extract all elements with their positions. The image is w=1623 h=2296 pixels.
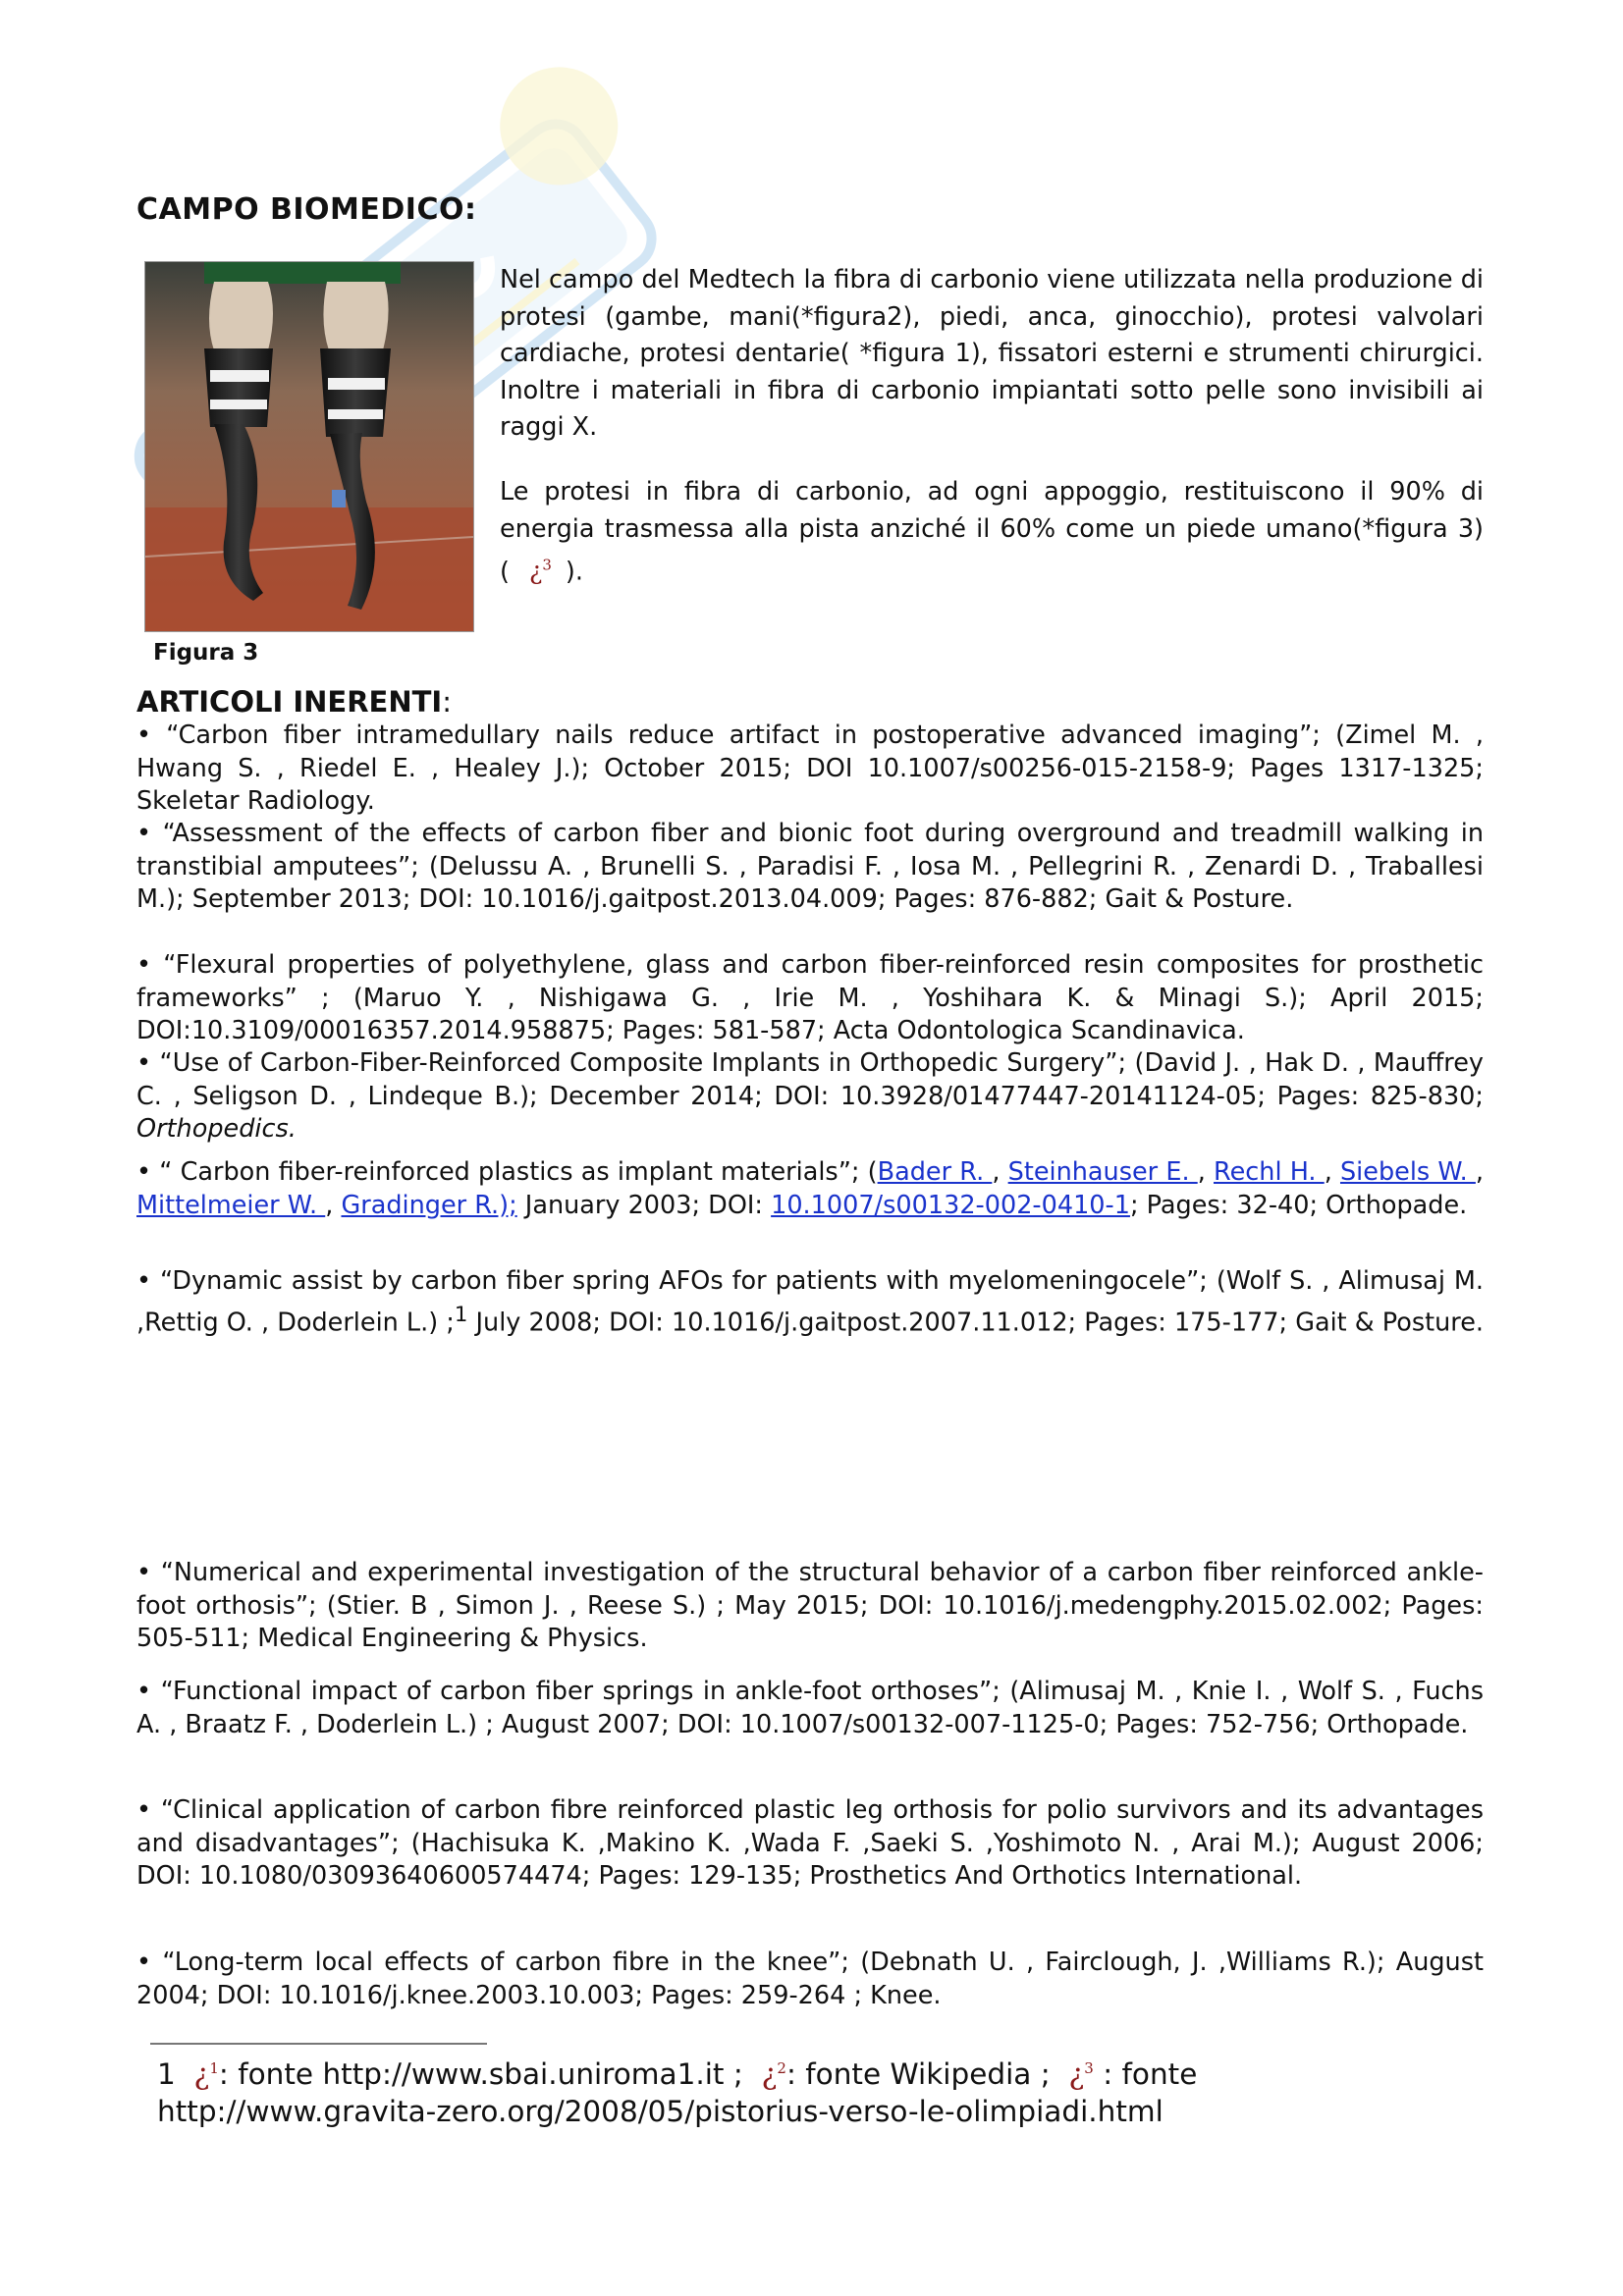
intro-paragraph-energy (500, 474, 1484, 591)
reference-item: • “Clinical application of carbon fibre reinforced plastic leg orthosis for polio survivors and its advantages and disadvantages”; (Hachisuka K. ,Makino K. ,Wada F. ,Saeki S. ,Yoshimoto N. , Arai M.); August 2006; DOI: 10.1080/03093640600574474; Pages: 129-135; Prosthetics And Orthotics International. (136, 1795, 1484, 1891)
footnote-ref: 1 (454, 1302, 468, 1327)
author-link[interactable]: Steinhauser E. (1007, 1157, 1198, 1187)
reference-item: • “Long-term local effects of carbon fibre in the knee”; (Debnath U. , Fairclough, J. ,Williams R.); August 2004; DOI: 10.1016/j.knee.2003.10.003; Pages: 259-264 ; Knee. (136, 1948, 1484, 2010)
reference-item: • “Carbon fiber intramedullary nails reduce artifact in postoperative advanced imaging”; (Zimel M. , Hwang S. , Riedel E. , Healey J.); October 2015; DOI 10.1007/s00256-015-2158-9; Pages 1317-1325; Skeletar Radiology. (136, 721, 1484, 816)
intro-text-end: ). (565, 557, 583, 587)
citation-placeholder: ¿$^1$ (193, 2056, 219, 2091)
reference-item: • “Use of Carbon-Fiber-Reinforced Composite Implants in Orthopedic Surgery”; (David J. , Hak D. , Mauffrey C. , Seligson D. , Lindeque B.); December 2014; DOI: 10.3928/01477447-20141124-05; Pages: 825-830; Orthopedics. (136, 1048, 1484, 1144)
reference-item: • “ Carbon fiber-reinforced plastics as implant materials”; (Bader R. , Steinhauser E. , Rechl H. , Siebels W. , Mittelmeier W. , Gradinger R.); January 2003; DOI: 10.1007/s00132-002-0410-1; Pages: 32-40; Orthopade. (136, 1157, 1485, 1220)
figure-caption: Figura 3 (153, 640, 259, 666)
reference-item: • “Assessment of the effects of carbon fiber and bionic foot during overground and treadmill walking in transtibial amputees”; (Delussu A. , Brunelli S. , Paradisi F. , Iosa M. , Pellegrini R. , Zenardi D. , Traballesi M.); September 2013; DOI: 10.1016/j.gaitpost.2013.04.009; Pages: 876-882; Gait & Posture. (136, 819, 1484, 914)
citation-placeholder: ¿$^3$ (1068, 2056, 1094, 2091)
doi-link[interactable]: 10.1007/s00132-002-0410-1 (771, 1190, 1130, 1220)
footnote-separator (150, 2043, 487, 2045)
reference-item: • “Dynamic assist by carbon fiber spring AFOs for patients with myelomeningocele”; (Wolf S. , Alimusaj M. ,Rettig O. , Doderlein L.) ;$^1$ July 2008; DOI: 10.1016/j.gaitpost.2007.11.012; Pages: 175-177; Gait & Posture. (136, 1266, 1484, 1337)
author-link[interactable]: Mittelmeier W. (136, 1190, 326, 1220)
reference-item: • “Functional impact of carbon fiber springs in ankle-foot orthoses”; (Alimusaj M. , Knie I. , Wolf S. , Fuchs A. , Braatz F. , Doderlein L.) ; August 2007; DOI: 10.1007/s00132-007-1125-0; Pages: 752-756; Orthopade. (136, 1677, 1484, 1739)
footnote-number: 1 (157, 2056, 176, 2091)
citation-placeholder: ¿$^2$ (761, 2056, 786, 2091)
author-link[interactable]: Gradinger R.); (341, 1190, 517, 1220)
author-link[interactable]: Rechl H. (1214, 1157, 1325, 1187)
author-link[interactable]: Bader R. (877, 1157, 993, 1187)
reference-item: • “Flexural properties of polyethylene, glass and carbon fiber-reinforced resin composites for prosthetic frameworks” ; (Maruo Y. , Nishigawa G. , Irie M. , Yoshihara K. & Minagi S.); April 2015; DOI:10.3109/00016357.2014.958875; Pages: 581-587; Acta Odontologica Scandinavica. (136, 950, 1484, 1045)
citation-number: 3 (542, 557, 552, 574)
citation-placeholder: ¿$^3$ (528, 557, 552, 586)
prosthesis-photo (144, 261, 474, 632)
footnote: 1 ¿$^1$: fonte http://www.sbai.uniroma1.it ; ¿$^2$: fonte Wikipedia ; ¿$^3$ : fonte http://www.gravita-zero.org/2008/05/pistorius-verso-le-olimpiadi.html (157, 2056, 1198, 2128)
reference-item: • “Numerical and experimental investigation of the structural behavior of a carbon fiber reinforced ankle-foot orthosis”; (Stier. B , Simon J. , Reese S.) ; May 2015; DOI: 10.1016/j.medengphy.2015.02.002; Pages: 505-511; Medical Engineering & Physics. (136, 1558, 1484, 1653)
articles-heading: ARTICOLI INERENTI: (136, 685, 452, 719)
journal-name: Orthopedics. (136, 1114, 297, 1144)
intro-text: Le protesi in fibra di carbonio, ad ogni appoggio, restituiscono il 90% di energia trasmessa alla pista anziché il 60% come un piede umano(*figura 3) ( (500, 477, 1484, 587)
author-link[interactable]: Siebels W. (1339, 1157, 1476, 1187)
intro-paragraph: Nel campo del Medtech la fibra di carbonio viene utilizzata nella produzione di protesi (gambe, mani(*figura2), piedi, anca, ginocchio), protesi valvolari cardiache, protesi dentarie( *figura 1), fissatori esterni e strumenti chirurgici. Inoltre i materiali in fibra di carbonio impiantati sotto pelle sono invisibili ai raggi X. (500, 265, 1484, 442)
section-heading: CAMPO BIOMEDICO: (136, 192, 477, 227)
